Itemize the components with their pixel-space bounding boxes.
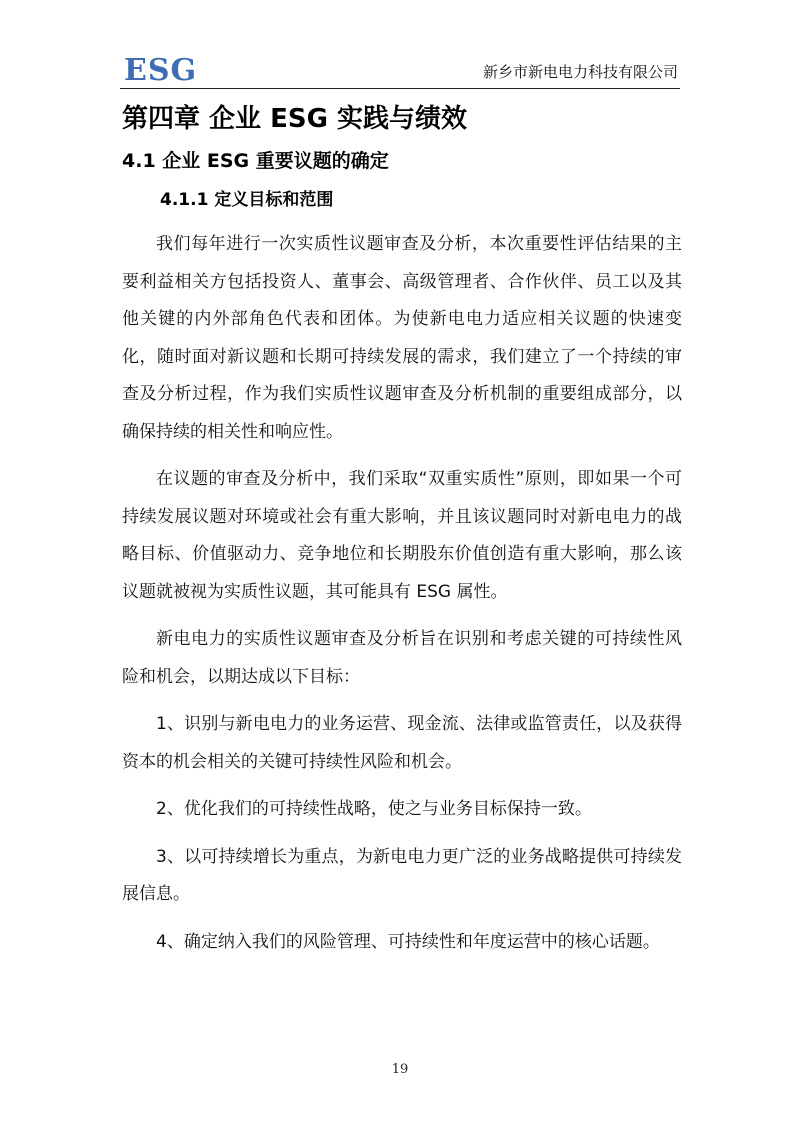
chapter-title: 第四章 企业 ESG 实践与绩效	[122, 104, 467, 134]
paragraph: 我们每年进行一次实质性议题审查及分析，本次重要性评估结果的主要利益相关方包括投资人、董事会、高级管理者、合作伙伴、员工以及其他关键的内外部角色代表和团体。为使新电电力适应相关议题的快速变化，随时面对新议题和长期可持续发展的需求，我们建立了一个持续的审查及分析过程，作为我们实质性议题审查及分析机制的重要组成部分，以确保持续的相关性和响应性。	[122, 234, 682, 442]
company-name: 新乡市新电电力科技有限公司	[482, 63, 678, 81]
page-header	[120, 50, 680, 89]
esg-logo: ESG	[124, 53, 198, 88]
list-item: 3、以可持续增长为重点，为新电电力更广泛的业务战略提供可持续发展信息。	[122, 846, 682, 904]
list-item: 2、优化我们的可持续性战略，使之与业务目标保持一致。	[156, 799, 592, 819]
list-item: 4、确定纳入我们的风险管理、可持续性和年度运营中的核心话题。	[156, 931, 660, 952]
page-number: 19	[391, 1062, 409, 1077]
list-item: 1、识别与新电电力的业务运营、现金流、法律或监管责任，以及获得资本的机会相关的关键可持续性风险和机会。	[122, 714, 682, 772]
section-title: 4.1 企业 ESG 重要议题的确定	[122, 150, 389, 172]
paragraph: 在议题的审查及分析中，我们采取“双重实质性”原则，即如果一个可持续发展议题对环境或社会有重大影响，并且该议题同时对新电电力的战略目标、价值驱动力、竞争地位和长期股东价值创造有重大影响，那么该议题就被视为实质性议题，其可能具有 ESG 属性。	[122, 469, 682, 602]
body-text	[122, 226, 682, 971]
subsection-title: 4.1.1 定义目标和范围	[160, 190, 334, 210]
paragraph: 新电电力的实质性议题审查及分析旨在识别和考虑关键的可持续性风险和机会，以期达成以下目标：	[122, 629, 682, 687]
